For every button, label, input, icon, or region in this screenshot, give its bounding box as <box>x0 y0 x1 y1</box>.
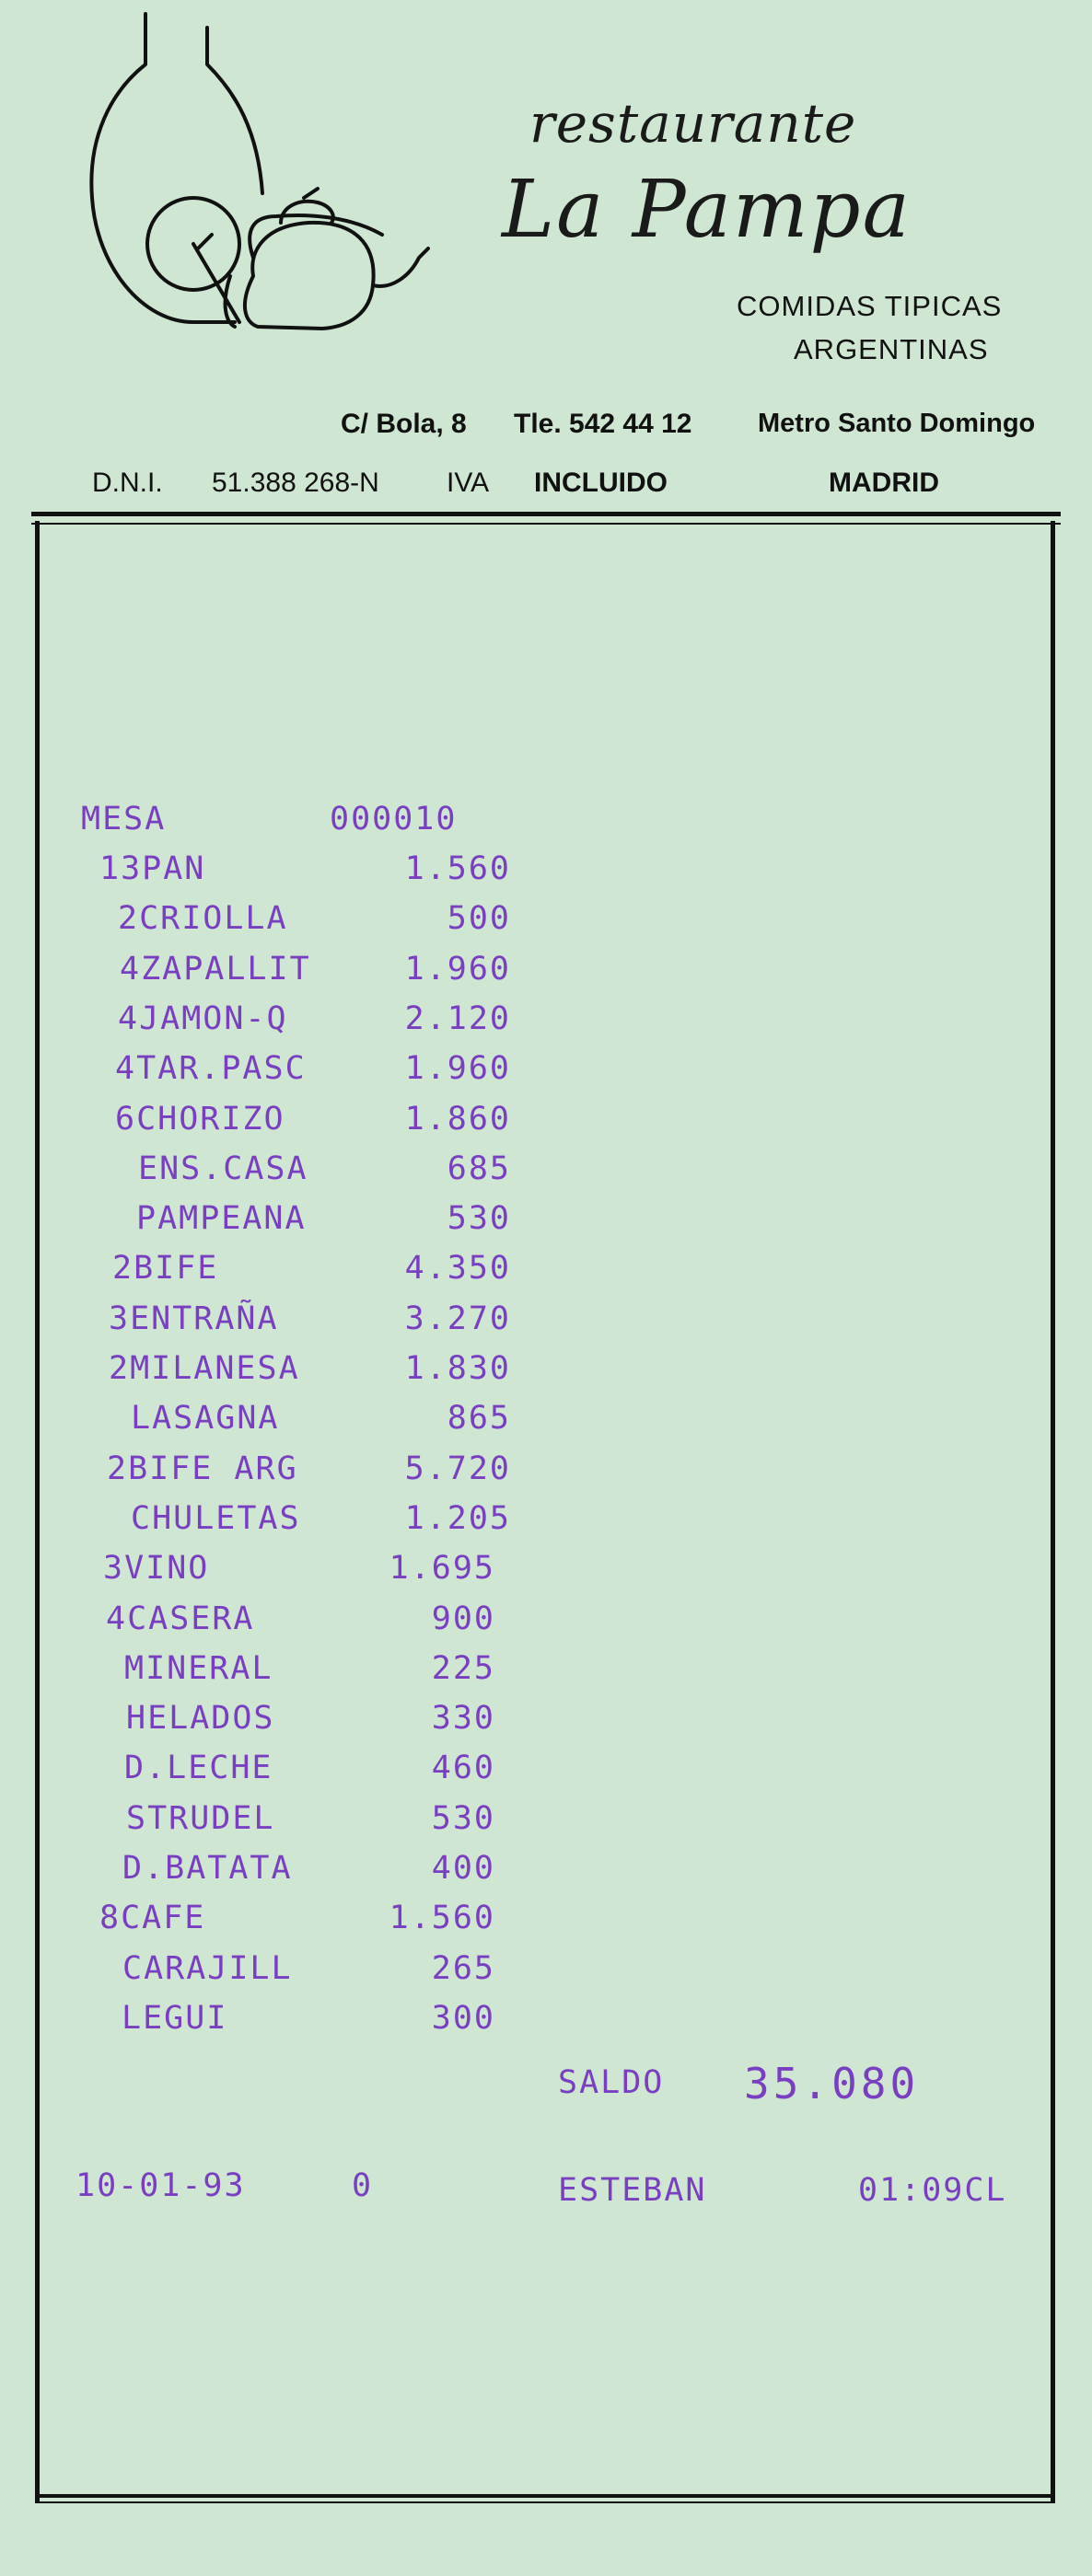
gourd-mate-kettle-logo <box>55 9 442 396</box>
item-name: ENS.CASA <box>138 1150 308 1187</box>
item-name: 13PAN <box>99 850 206 887</box>
receipt-code: 0 <box>352 2167 374 2204</box>
item-price: 265 <box>431 1950 495 1987</box>
item-price: 1.695 <box>389 1550 495 1587</box>
mesa-number: 000010 <box>330 801 458 837</box>
item-price: 530 <box>431 1800 495 1837</box>
item-price: 1.830 <box>404 1350 511 1387</box>
frame-bottom-rule-thin <box>35 2501 1055 2503</box>
item-name: 6CHORIZO <box>115 1101 285 1138</box>
city: MADRID <box>829 468 939 498</box>
item-price: 3.270 <box>404 1300 511 1337</box>
iva-value: INCLUIDO <box>534 468 668 498</box>
address: C/ Bola, 8 <box>341 409 467 439</box>
receipt-time: 01:09CL <box>858 2172 1007 2209</box>
item-price: 900 <box>431 1600 495 1637</box>
saldo-total: 35.080 <box>744 2059 920 2108</box>
receipt-date: 10-01-93 <box>76 2167 246 2204</box>
frame-bottom-rule <box>35 2494 1055 2498</box>
item-price: 1.560 <box>389 1900 495 1936</box>
item-price: 1.960 <box>404 1050 511 1087</box>
item-name: 2BIFE <box>112 1250 219 1287</box>
mesa-label: MESA <box>81 801 167 837</box>
item-price: 400 <box>431 1850 495 1887</box>
item-name: CHULETAS <box>131 1500 301 1537</box>
item-price: 460 <box>431 1750 495 1786</box>
item-price: 2.120 <box>404 1000 511 1037</box>
item-price: 1.960 <box>404 951 511 988</box>
item-price: 685 <box>447 1150 511 1187</box>
item-name: 4ZAPALLIT <box>120 951 311 988</box>
item-name: 2MILANESA <box>109 1350 300 1387</box>
waiter-name: ESTEBAN <box>558 2172 707 2209</box>
item-price: 225 <box>431 1650 495 1687</box>
item-name: LEGUI <box>122 2000 228 2037</box>
iva-label: IVA <box>447 468 490 498</box>
item-name: 4JAMON-Q <box>118 1000 288 1037</box>
item-price: 330 <box>431 1700 495 1737</box>
item-name: STRUDEL <box>126 1800 275 1837</box>
brand-name: La Pampa <box>502 164 912 256</box>
item-name: 2CRIOLLA <box>118 900 288 937</box>
item-price: 1.860 <box>404 1101 511 1138</box>
tagline-line-2: ARGENTINAS <box>794 333 989 365</box>
item-name: HELADOS <box>126 1700 275 1737</box>
brand-prefix: restaurante <box>529 92 857 155</box>
item-name: D.BATATA <box>122 1850 293 1887</box>
tagline-line-1: COMIDAS TIPICAS <box>737 290 1003 322</box>
item-price: 300 <box>431 2000 495 2037</box>
item-price: 500 <box>447 900 511 937</box>
item-name: 4TAR.PASC <box>115 1050 307 1087</box>
item-name: 2BIFE ARG <box>107 1450 298 1487</box>
frame-top-rule-thin <box>31 523 1061 525</box>
frame-top-rule <box>31 512 1061 516</box>
phone: Tle. 542 44 12 <box>514 409 692 439</box>
item-name: D.LECHE <box>124 1750 273 1786</box>
dni-value: 51.388 268-N <box>212 468 379 498</box>
metro-station: Metro Santo Domingo <box>758 409 1036 438</box>
item-name: 3VINO <box>103 1550 210 1587</box>
frame-left-rule <box>35 521 40 2501</box>
item-price: 4.350 <box>404 1250 511 1287</box>
item-price: 1.205 <box>404 1500 511 1537</box>
item-name: 4CASERA <box>106 1600 255 1637</box>
item-name: LASAGNA <box>131 1400 280 1437</box>
dni-label: D.N.I. <box>92 468 163 498</box>
item-name: MINERAL <box>124 1650 273 1687</box>
frame-right-rule <box>1051 521 1055 2501</box>
item-name: 8CAFE <box>99 1900 206 1936</box>
item-price: 1.560 <box>404 850 511 887</box>
item-name: 3ENTRAÑA <box>109 1300 279 1337</box>
saldo-label: SALDO <box>558 2064 665 2101</box>
item-price: 5.720 <box>404 1450 511 1487</box>
item-name: CARAJILL <box>122 1950 293 1987</box>
item-name: PAMPEANA <box>136 1200 307 1237</box>
item-price: 530 <box>447 1200 511 1237</box>
item-price: 865 <box>447 1400 511 1437</box>
